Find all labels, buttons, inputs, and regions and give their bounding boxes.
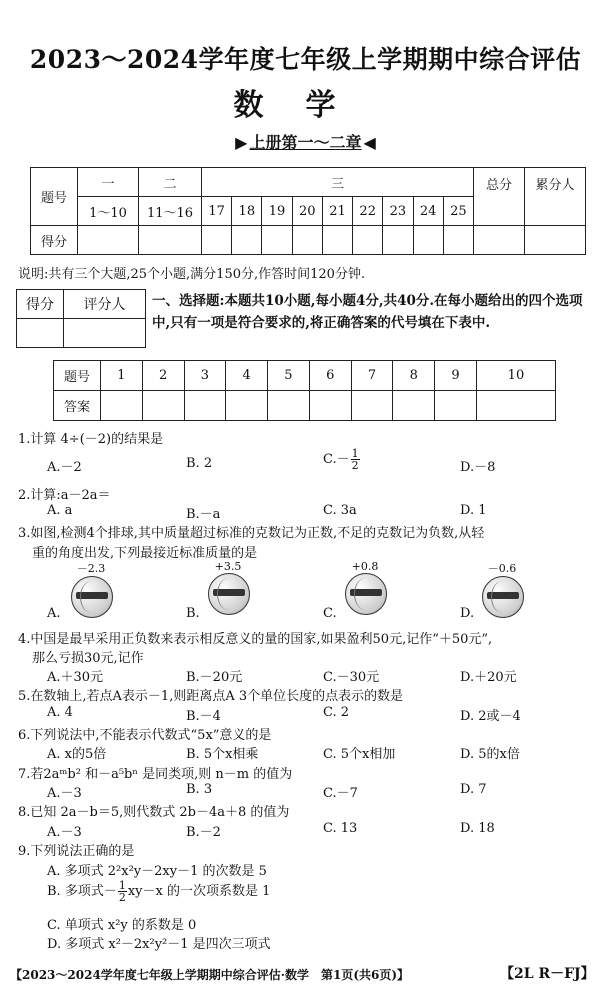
- q3-option-a-ball[interactable]: [66, 560, 116, 618]
- exam-code: 【2L R－FJ】: [500, 966, 595, 982]
- grader-header: 累分人: [525, 168, 586, 226]
- q8-option-a[interactable]: A.－3: [47, 825, 82, 840]
- range-cell: 1～10: [78, 197, 139, 226]
- volleyball-icon: [482, 576, 524, 618]
- fraction-numerator: 1: [118, 879, 126, 892]
- grader-cell[interactable]: [525, 226, 586, 255]
- part-two-header: 二: [139, 168, 202, 197]
- answer-cell[interactable]: [101, 391, 143, 421]
- answer-cell[interactable]: [309, 391, 351, 421]
- answer-number: 3: [184, 361, 226, 391]
- score-table-header: 题号: [31, 168, 78, 226]
- question-number-cell: 17: [202, 197, 232, 226]
- answer-number: 7: [351, 361, 393, 391]
- score-cell[interactable]: [139, 226, 202, 255]
- score-table: [30, 167, 586, 255]
- answer-number: 9: [435, 361, 477, 391]
- question-5-stem: 5.在数轴上,若点A表示－1,则距离点A 3个单位长度的点表示的数是: [18, 689, 404, 704]
- weight-deviation-label: +0.8: [351, 560, 379, 573]
- score-cell[interactable]: [443, 226, 473, 255]
- exam-title: 2023～2024学年度七年级上学期期中综合评估: [29, 45, 582, 74]
- q4-option-a[interactable]: A.＋30元: [47, 670, 104, 685]
- triangle-right-icon: ▶: [235, 133, 248, 152]
- q5-option-c[interactable]: C. 2: [323, 705, 350, 720]
- exam-instructions: 说明:共有三个大题,25个小题,满分150分,作答时间120分钟.: [18, 267, 366, 282]
- weight-deviation-label: －2.3: [76, 562, 106, 575]
- fraction-denominator: 2: [351, 459, 359, 472]
- volleyball-icon: [208, 573, 250, 615]
- question-1-stem: 1.计算 4÷(－2)的结果是: [18, 432, 164, 447]
- fraction-numerator: 1: [351, 447, 359, 460]
- section-score-cell[interactable]: [17, 319, 64, 348]
- answer-cell[interactable]: [476, 391, 555, 421]
- answer-row-label: 答案: [54, 391, 101, 421]
- q5-option-b[interactable]: B.－4: [186, 709, 221, 724]
- question-number-cell: 22: [353, 197, 383, 226]
- answer-number: 8: [393, 361, 435, 391]
- score-cell[interactable]: [322, 226, 352, 255]
- q1-option-d[interactable]: D.－8: [460, 460, 496, 475]
- score-cell[interactable]: [413, 226, 443, 255]
- question-3-stem-line2: 重的角度出发,下列最接近标准质量的是: [32, 546, 258, 561]
- q3-option-d-ball[interactable]: [477, 560, 527, 618]
- fraction: [351, 448, 360, 471]
- q6-option-c[interactable]: C. 5个x相加: [323, 747, 396, 762]
- question-4-stem-line1: 4.中国是最早采用正负数来表示相反意义的量的国家,如果盈利50元,记作“＋50元”,: [18, 632, 493, 647]
- q7-option-c[interactable]: C.－7: [323, 786, 358, 801]
- question-7-stem: 7.若2aᵐb² 和－a⁵bⁿ 是同类项,则 n－m 的值为: [18, 767, 293, 782]
- q4-option-b[interactable]: B.－20元: [186, 670, 243, 685]
- answer-cell[interactable]: [184, 391, 226, 421]
- page-footer: 【2023～2024学年度七年级上学期期中综合评估·数学 第1页(共6页)】: [10, 968, 410, 982]
- q6-option-b[interactable]: B. 5个x相乘: [186, 747, 259, 762]
- q9-option-b-suffix: xy－x 的一次项系数是 1: [127, 884, 271, 899]
- question-4-stem-line2: 那么亏损30元,记作: [32, 651, 144, 666]
- answer-cell[interactable]: [435, 391, 477, 421]
- q1-option-c[interactable]: [323, 448, 361, 471]
- weight-deviation-label: －0.6: [487, 562, 517, 575]
- q2-option-b[interactable]: B.－a: [186, 507, 221, 522]
- question-9-stem: 9.下列说法正确的是: [18, 844, 135, 859]
- question-6-stem: 6.下列说法中,不能表示代数式“5x”意义的是: [18, 728, 272, 743]
- q6-option-a[interactable]: A. x的5倍: [47, 747, 107, 762]
- answer-table-header: 题号: [54, 361, 101, 391]
- q1-option-c-prefix: C.－: [323, 452, 350, 467]
- chapter-range: [0, 130, 611, 153]
- total-header: 总分: [474, 168, 525, 226]
- score-cell[interactable]: [202, 226, 232, 255]
- question-number-cell: 23: [383, 197, 413, 226]
- question-8-stem: 8.已知 2a－b＝5,则代数式 2b－4a＋8 的值为: [18, 805, 290, 820]
- q7-option-a[interactable]: A.－3: [47, 786, 82, 801]
- fraction-denominator: 2: [118, 891, 126, 904]
- question-2-stem: 2.计算:a－2a＝: [18, 488, 111, 503]
- section-grader-cell[interactable]: [64, 319, 146, 348]
- q7-option-d[interactable]: D. 7: [460, 782, 487, 797]
- subject-title: 数学: [233, 88, 378, 123]
- part-one-header: 一: [78, 168, 139, 197]
- section-grader-box: [16, 289, 146, 348]
- q6-option-d[interactable]: D. 5的x倍: [460, 747, 520, 762]
- q5-option-a[interactable]: A. 4: [47, 705, 73, 720]
- answer-number: 10: [476, 361, 555, 391]
- question-number-cell: 20: [292, 197, 322, 226]
- chapter-text: 上册第一～二章: [249, 133, 362, 152]
- q1-option-a[interactable]: A.－2: [47, 460, 82, 475]
- q8-option-b[interactable]: B.－2: [186, 825, 221, 840]
- question-3-stem-line1: 3.如图,检测4个排球,其中质量超过标准的克数记为正数,不足的克数记为负数,从轻: [18, 526, 485, 541]
- score-cell[interactable]: [383, 226, 413, 255]
- q2-option-d[interactable]: D. 1: [460, 503, 487, 518]
- q8-option-c[interactable]: C. 13: [323, 821, 358, 836]
- q3-option-b-label[interactable]: B.: [186, 606, 200, 621]
- fraction: [118, 880, 127, 903]
- score-cell[interactable]: [292, 226, 322, 255]
- q3-option-c-label[interactable]: C.: [323, 606, 337, 621]
- volleyball-icon: [71, 576, 113, 618]
- q9-option-a[interactable]: A. 多项式 2²x²y－2xy－1 的次数是 5: [47, 864, 267, 879]
- total-score-cell[interactable]: [474, 226, 525, 255]
- answer-number: 6: [309, 361, 351, 391]
- answer-number: 1: [101, 361, 143, 391]
- section-score-label: 得分: [17, 290, 64, 319]
- q9-option-d[interactable]: D. 多项式 x²－2x²y²－1 是四次三项式: [47, 937, 271, 952]
- q3-option-c-ball[interactable]: [340, 560, 390, 615]
- question-number-cell: 24: [413, 197, 443, 226]
- q9-option-b[interactable]: [47, 880, 270, 903]
- q4-option-d[interactable]: D.＋20元: [460, 670, 517, 685]
- weight-deviation-label: +3.5: [214, 560, 242, 573]
- q3-option-d-label[interactable]: D.: [460, 606, 475, 621]
- q9-option-c[interactable]: C. 单项式 x²y 的系数是 0: [47, 918, 197, 933]
- question-number-cell: 25: [443, 197, 473, 226]
- question-number-cell: 18: [232, 197, 262, 226]
- volleyball-icon: [345, 573, 387, 615]
- answer-cell[interactable]: [268, 391, 310, 421]
- score-cell[interactable]: [262, 226, 292, 255]
- answer-number: 4: [226, 361, 268, 391]
- answer-cell[interactable]: [226, 391, 268, 421]
- q2-option-c[interactable]: C. 3a: [323, 503, 357, 518]
- triangle-left-icon: ◀: [363, 133, 376, 152]
- part-three-header: 三: [202, 168, 474, 197]
- q4-option-c[interactable]: C.－30元: [323, 670, 380, 685]
- q9-option-b-prefix: B. 多项式－: [47, 884, 117, 899]
- question-number-cell: 21: [322, 197, 352, 226]
- section-grader-label: 评分人: [64, 290, 146, 319]
- answer-table: [53, 360, 556, 421]
- section-one-instructions: 一、选择题:本题共10小题,每小题4分,共40分.在每小题给出的四个选项中,只有一项是符合要求的,将正确答案的代号填在下表中.: [152, 293, 583, 331]
- q1-option-b[interactable]: B. 2: [186, 456, 213, 471]
- answer-cell[interactable]: [142, 391, 184, 421]
- q8-option-d[interactable]: D. 18: [460, 821, 495, 836]
- q2-option-a[interactable]: A. a: [47, 503, 73, 518]
- q3-option-b-ball[interactable]: [203, 560, 253, 615]
- answer-cell[interactable]: [351, 391, 393, 421]
- score-cell[interactable]: [353, 226, 383, 255]
- score-cell[interactable]: [232, 226, 262, 255]
- q7-option-b[interactable]: B. 3: [186, 782, 213, 797]
- range-cell: 11～16: [139, 197, 202, 226]
- question-number-cell: 19: [262, 197, 292, 226]
- q3-option-a-label[interactable]: A.: [47, 606, 61, 621]
- score-cell[interactable]: [78, 226, 139, 255]
- answer-number: 5: [268, 361, 310, 391]
- answer-number: 2: [142, 361, 184, 391]
- q5-option-d[interactable]: D. 2或－4: [460, 709, 521, 724]
- answer-cell[interactable]: [393, 391, 435, 421]
- score-row-label: 得分: [31, 226, 78, 255]
